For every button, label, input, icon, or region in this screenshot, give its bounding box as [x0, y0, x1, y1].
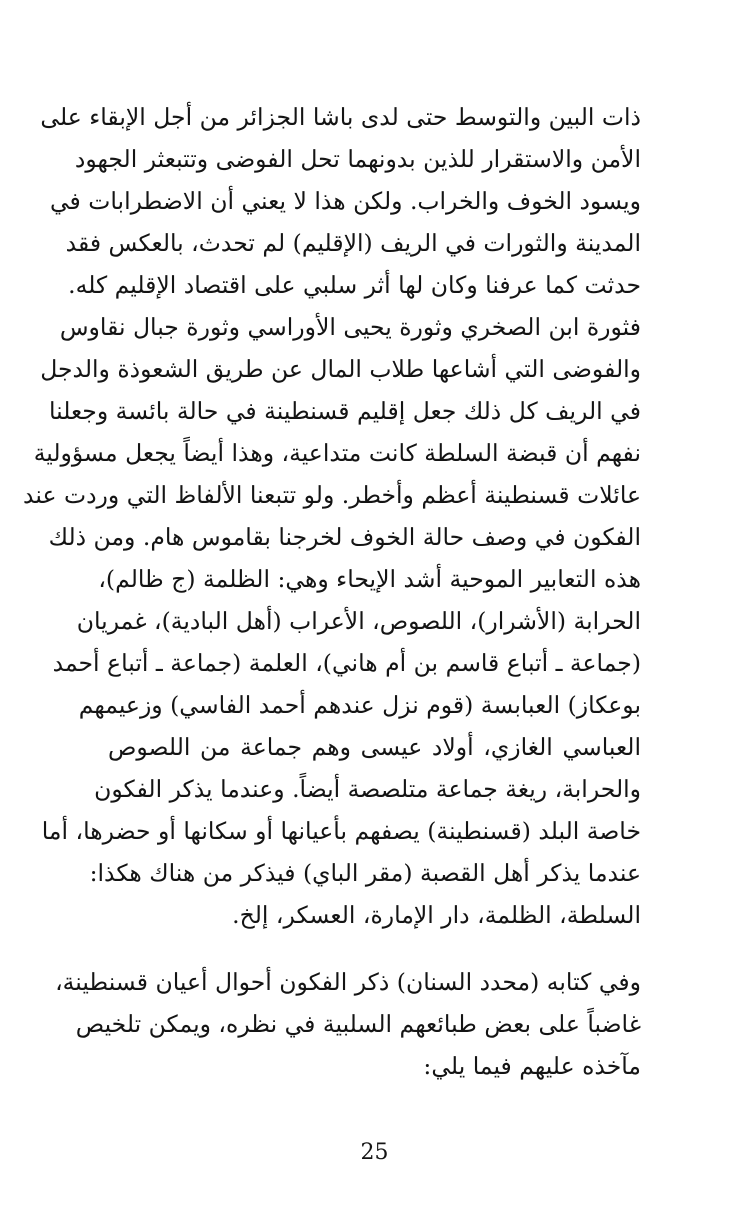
- text-line: العباسي الغازي، أولاد عيسى وهم جماعة من اللصوص: [108, 733, 641, 761]
- text-line: في الريف كل ذلك جعل إقليم قسنطينة في حالة بائسة وجعلنا: [48, 397, 641, 425]
- text-line: بوعكاز) العبابسة (قوم نزل عندهم أحمد الفاسي) وزعيمهم: [78, 691, 641, 719]
- text-line: هذه التعابير الموحية أشد الإيحاء وهي: الظلمة (ج ظالم)،: [98, 565, 641, 593]
- paragraph-1: [23, 96, 641, 936]
- text-line: الفكون في وصف حالة الخوف لخرجنا بقاموس هام. ومن ذلك: [48, 523, 641, 551]
- text-line: ذات البين والتوسط حتى لدى باشا الجزائر من أجل الإبقاء على: [40, 103, 641, 131]
- paragraph-2: [55, 961, 641, 1087]
- text-line: عندما يذكر أهل القصبة (مقر الباي) فيذكر من هناك هكذا:: [89, 859, 641, 887]
- text-line: الأمن والاستقرار للذين بدونهما تحل الفوضى وتتبعثر الجهود: [74, 145, 641, 173]
- text-line: نفهم أن قبضة السلطة كانت متداعية، وهذا أيضاً يجعل مسؤولية: [33, 439, 641, 467]
- text-line: غاضباً على بعض طبائعهم السلبية في نظره، ويمكن تلخيص: [75, 1010, 641, 1038]
- text-line: والفوضى التي أشاعها طلاب المال عن طريق الشعوذة والدجل: [40, 355, 641, 383]
- text-line: فثورة ابن الصخري وثورة يحيى الأوراسي وثورة جبال نقاوس: [59, 313, 641, 341]
- text-line: ويسود الخوف والخراب. ولكن هذا لا يعني أن الاضطرابات في: [49, 187, 641, 215]
- text-line: (جماعة ـ أتباع قاسم بن أم هاني)، العلمة (جماعة ـ أتباع أحمد: [52, 649, 641, 677]
- text-line: السلطة، الظلمة، دار الإمارة، العسكر، إلخ.: [232, 901, 641, 929]
- text-line: وفي كتابه (محدد السنان) ذكر الفكون أحوال أعيان قسنطينة،: [55, 968, 641, 996]
- text-line: خاصة البلد (قسنطينة) يصفهم بأعيانها أو سكانها أو حضرها، أما: [41, 817, 641, 845]
- text-line: والحرابة، ريغة جماعة متلصصة أيضاً. وعندما يذكر الفكون: [94, 775, 641, 803]
- text-line: الحرابة (الأشرار)، اللصوص، الأعراب (أهل البادية)، غمريان: [76, 607, 641, 635]
- page-number: 25: [360, 1140, 389, 1165]
- text-line: حدثت كما عرفنا وكان لها أثر سلبي على اقتصاد الإقليم كله.: [68, 271, 641, 299]
- text-line: مآخذه عليهم فيما يلي:: [423, 1052, 641, 1080]
- text-line: عائلات قسنطينة أعظم وأخطر. ولو تتبعنا الألفاظ التي وردت عند: [23, 481, 641, 509]
- text-line: المدينة والثورات في الريف (الإقليم) لم تحدث، بالعكس فقد: [65, 229, 641, 257]
